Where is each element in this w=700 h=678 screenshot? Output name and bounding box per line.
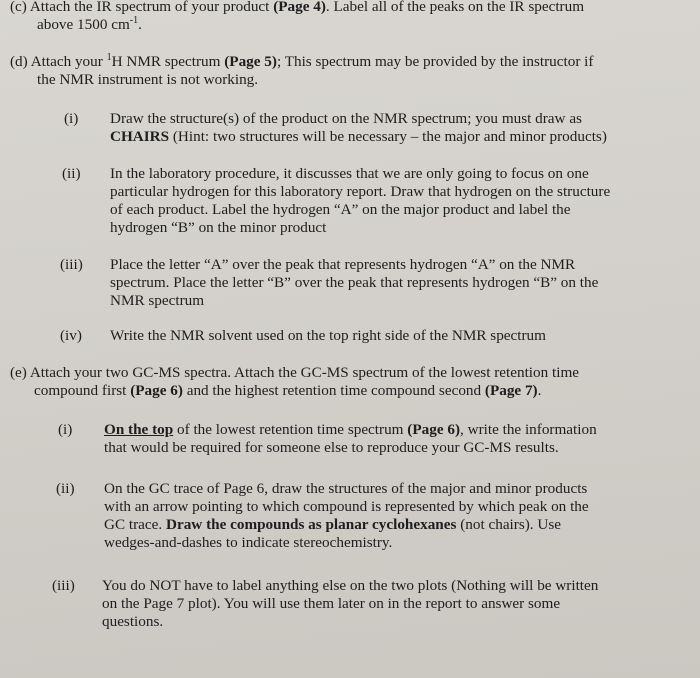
item-d-ii-line-2: particular hydrogen for this laboratory report. Draw that hydrogen on the structure [110,183,611,200]
section-c-line-1: (c) Attach the IR spectrum of your product (Page 4). Label all of the peaks on the IR spectrum [10,0,585,15]
item-d-i-number: (i) [64,110,79,127]
item-e-i-number: (i) [58,421,73,438]
item-d-i-line-2: CHAIRS (Hint: two structures will be necessary – the major and minor products) [110,128,607,145]
item-d-i-line-1: Draw the structure(s) of the product on the NMR spectrum; you must draw as [110,110,582,127]
item-d-iv-number: (iv) [60,327,82,344]
item-d-ii-line-3: of each product. Label the hydrogen “A” on the major product and label the [110,201,571,218]
section-d-line-2: the NMR instrument is not working. [37,71,259,88]
item-d-iv-line-1: Write the NMR solvent used on the top right side of the NMR spectrum [110,327,546,344]
item-d-ii-line-1: In the laboratory procedure, it discusses that we are only going to focus on one [110,165,589,182]
item-d-ii-number: (ii) [62,165,81,182]
section-d-label: (d) [10,53,28,70]
item-e-iii-line-2: on the Page 7 plot). You will use them later on in the report to answer some [102,595,561,612]
item-e-iii-line-1: You do NOT have to label anything else on the two plots (Nothing will be written [102,577,599,594]
item-e-ii-line-2: with an arrow pointing to which compound is represented by which peak on the [104,498,589,515]
item-d-iii-line-2: spectrum. Place the letter “B” over the peak that represents hydrogen “B” on the [110,274,599,291]
item-d-iii-number: (iii) [60,256,83,273]
section-c-label: (c) [10,0,27,15]
section-c-line-2: above 1500 $cm^{-1}$. [37,15,142,33]
section-e-line-2: compound first (Page 6) and the highest retention time compound second (Page 7). [34,382,542,399]
item-d-iii-line-3: NMR spectrum [110,292,205,309]
item-e-ii-line-1: On the GC trace of Page 6, draw the structures of the major and minor products [104,480,588,497]
section-e-label: (e) [10,364,27,381]
item-e-iii-line-3: questions. [102,613,164,630]
item-e-i-line-1: On the top of the lowest retention time spectrum (Page 6), write the information [104,421,597,438]
item-e-ii-line-3: GC trace. Draw the compounds as planar cyclohexanes (not chairs). Use [104,516,562,533]
section-d-line-1: (d) Attach your $^1$H NMR spectrum (Page 5); This spectrum may be provided by the instructor if [10,52,594,70]
item-e-ii-number: (ii) [56,480,75,497]
item-d-iii-line-1: Place the letter “A” over the peak that represents hydrogen “A” on the NMR [110,256,576,273]
item-e-iii-number: (iii) [52,577,75,594]
item-e-ii-line-4: wedges-and-dashes to indicate stereochemistry. [104,534,393,551]
item-e-i-line-2: that would be required for someone else to reproduce your GC-MS results. [104,439,559,456]
section-e-line-1: (e) Attach your two GC-MS spectra. Attach the GC-MS spectrum of the lowest retention time [10,364,580,381]
item-d-ii-line-4: hydrogen “B” on the minor product [110,219,327,236]
